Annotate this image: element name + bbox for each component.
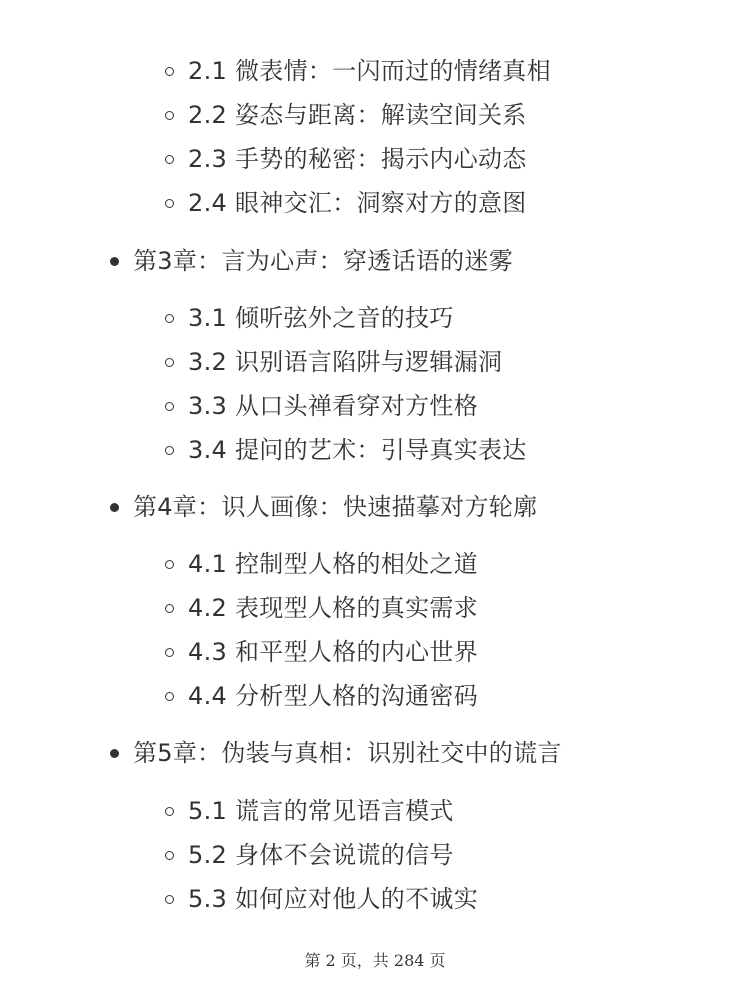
toc-item-label: 3.3 从口头禅看穿对方性格: [188, 392, 478, 420]
hollow-bullet-icon: [165, 446, 174, 455]
hollow-bullet-icon: [165, 851, 174, 860]
toc-item-label: 3.1 倾听弦外之音的技巧: [188, 304, 454, 332]
toc-section-5-3: [165, 879, 478, 919]
hollow-bullet-icon: [165, 648, 174, 657]
hollow-bullet-icon: [165, 155, 174, 164]
toc-section-3-3: [165, 386, 478, 426]
toc-section-5-2: [165, 835, 454, 875]
toc-item-label: 第3章：言为心声：穿透话语的迷雾: [133, 247, 514, 275]
hollow-bullet-icon: [165, 402, 174, 411]
toc-section-5-1: [165, 791, 454, 831]
solid-bullet-icon: [110, 257, 119, 266]
toc-section-2-1: [165, 51, 551, 91]
toc-section-4-1: [165, 544, 478, 584]
page-number-footer: 第 2 页，共 284 页: [304, 951, 446, 970]
hollow-bullet-icon: [165, 560, 174, 569]
toc-section-2-2: [165, 95, 527, 135]
toc-section-3-1: [165, 298, 454, 338]
toc-item-label: 5.2 身体不会说谎的信号: [188, 841, 454, 869]
hollow-bullet-icon: [165, 895, 174, 904]
toc-section-3-2: [165, 342, 502, 382]
toc-item-label: 2.2 姿态与距离：解读空间关系: [188, 101, 527, 129]
toc-item-label: 2.4 眼神交汇：洞察对方的意图: [188, 189, 527, 217]
toc-section-3-4: [165, 430, 527, 470]
toc-item-label: 2.1 微表情：一闪而过的情绪真相: [188, 57, 551, 85]
toc-item-label: 第4章：识人画像：快速描摹对方轮廓: [133, 493, 538, 521]
toc-item-label: 3.2 识别语言陷阱与逻辑漏洞: [188, 348, 503, 376]
hollow-bullet-icon: [165, 604, 174, 613]
toc-section-4-2: [165, 588, 478, 628]
hollow-bullet-icon: [165, 67, 174, 76]
hollow-bullet-icon: [165, 111, 174, 120]
toc-item-label: 4.4 分析型人格的沟通密码: [188, 682, 478, 710]
toc-item-label: 5.1 谎言的常见语言模式: [188, 797, 454, 825]
toc-chapter-4: [110, 487, 537, 527]
toc-section-4-4: [165, 676, 478, 716]
toc-item-label: 3.4 提问的艺术：引导真实表达: [188, 436, 527, 464]
toc-item-label: 2.3 手势的秘密：揭示内心动态: [188, 145, 527, 173]
toc-section-2-3: [165, 139, 527, 179]
toc-section-2-4: [165, 183, 527, 223]
hollow-bullet-icon: [165, 358, 174, 367]
toc-chapter-3: [110, 241, 513, 281]
hollow-bullet-icon: [165, 314, 174, 323]
hollow-bullet-icon: [165, 807, 174, 816]
hollow-bullet-icon: [165, 692, 174, 701]
toc-item-label: 5.3 如何应对他人的不诚实: [188, 885, 478, 913]
solid-bullet-icon: [110, 503, 119, 512]
solid-bullet-icon: [110, 749, 119, 758]
toc-section-4-3: [165, 632, 478, 672]
toc-item-label: 4.2 表现型人格的真实需求: [188, 594, 478, 622]
toc-item-label: 4.3 和平型人格的内心世界: [188, 638, 478, 666]
toc-item-label: 4.1 控制型人格的相处之道: [188, 550, 478, 578]
toc-chapter-5: [110, 733, 562, 773]
toc-item-label: 第5章：伪装与真相：识别社交中的谎言: [133, 739, 562, 767]
hollow-bullet-icon: [165, 199, 174, 208]
